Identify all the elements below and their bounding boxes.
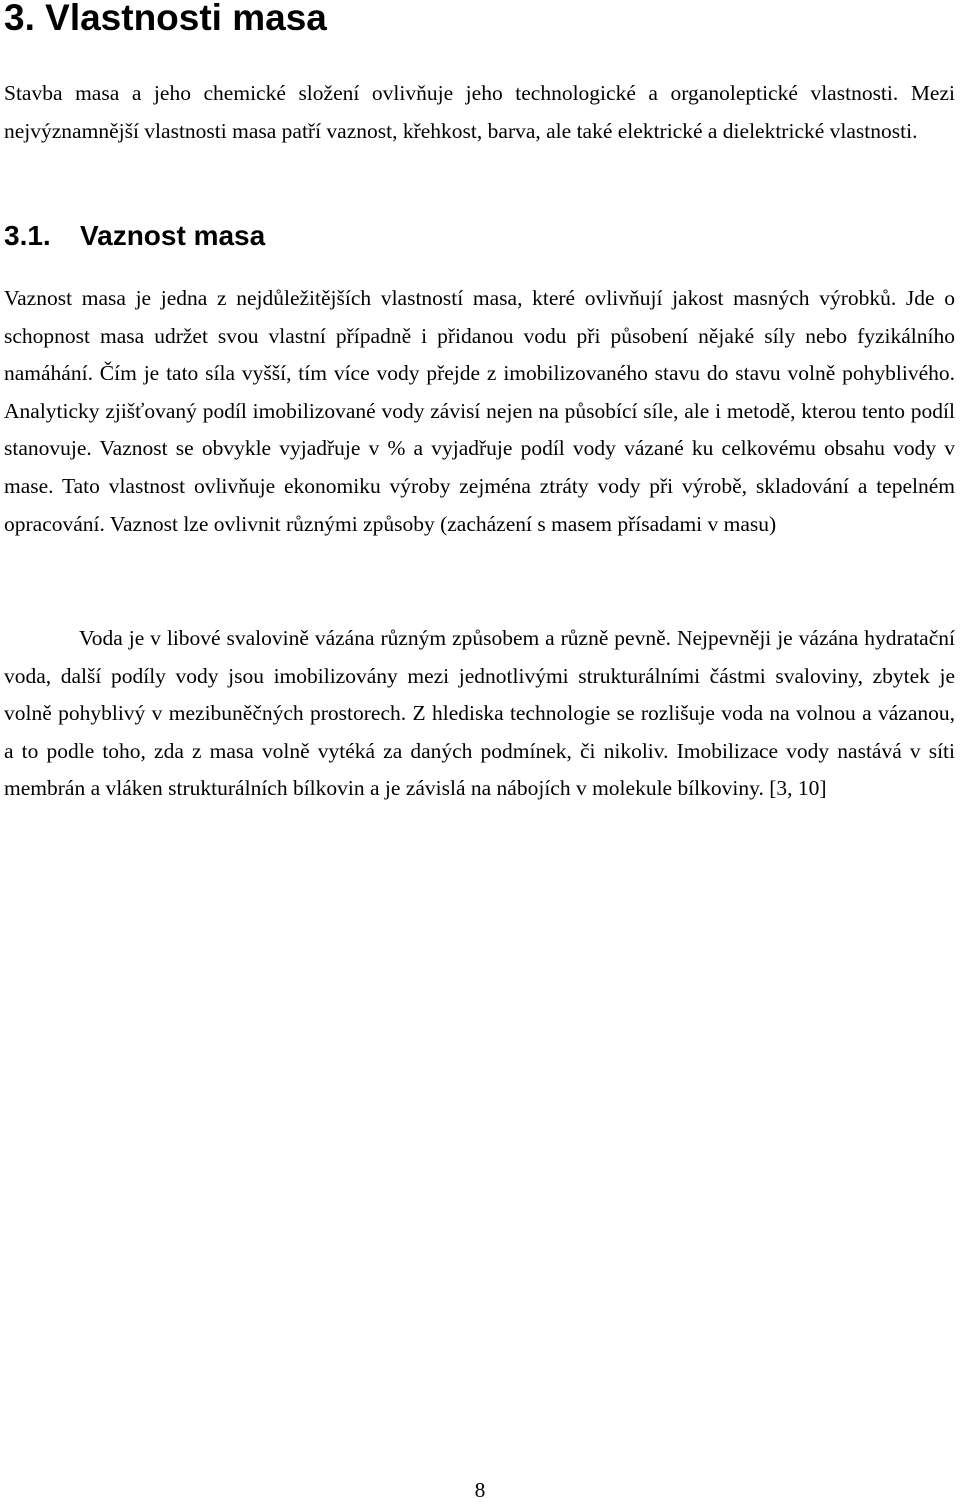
chapter-intro-paragraph: Stavba masa a jeho chemické složení ovlivňuje jeho technologické a organoleptické vlastnosti. Mezi nejvýznamnější vlastnosti masa patří vaznost, křehkost, barva, ale také elektrické a dielektrické vlastnosti.: [4, 81, 955, 143]
page-number: 8: [474, 1478, 486, 1502]
section-title: Vaznost masa: [80, 220, 266, 251]
chapter-heading: 3. Vlastnosti masa: [4, 0, 327, 38]
section-paragraph-2: Voda je v libové svalovině vázána různým způsobem a různě pevně. Nejpevněji je vázána hydratační voda, další podíly vody jsou imobilizovány mezi jednotlivými strukturálními částmi svaloviny, zbytek je volně pohyblivý v mezibuněčných prostorech. Z hlediska technologie se rozlišuje voda na volnou a vázanou, a to podle toho, zda z masa volně vytéká za daných podmínek, či nikoliv. Imobilizace vody nastává v síti membrán a vláken strukturálních bílkovin a je závislá na nábojích v molekule bílkoviny. [3, 10]: [4, 626, 955, 801]
section-heading: [4, 216, 265, 256]
section-paragraph-1: Vaznost masa je jedna z nejdůležitějších vlastností masa, které ovlivňují jakost masných výrobků. Jde o schopnost masa udržet svou vlastní případně i přidanou vodu při působení nějaké síly nebo fyzikálního namáhání. Čím je tato síla vyšší, tím více vody přejde z imobilizovaného stavu do stavu volně pohyblivého. Analyticky zjišťovaný podíl imobilizované vody závisí nejen na působící síle, ale i metodě, kterou tento podíl stanovuje. Vaznost se obvykle vyjadřuje v % a vyjadřuje podíl vody vázané ku celkovému obsahu vody v mase. Tato vlastnost ovlivňuje ekonomiku výroby zejména ztráty vody při výrobě, skladování a tepelném opracování. Vaznost lze ovlivnit různými způsoby (zacházení s masem přísadami v masu): [4, 286, 955, 536]
section-number: 3.1.: [4, 220, 51, 251]
